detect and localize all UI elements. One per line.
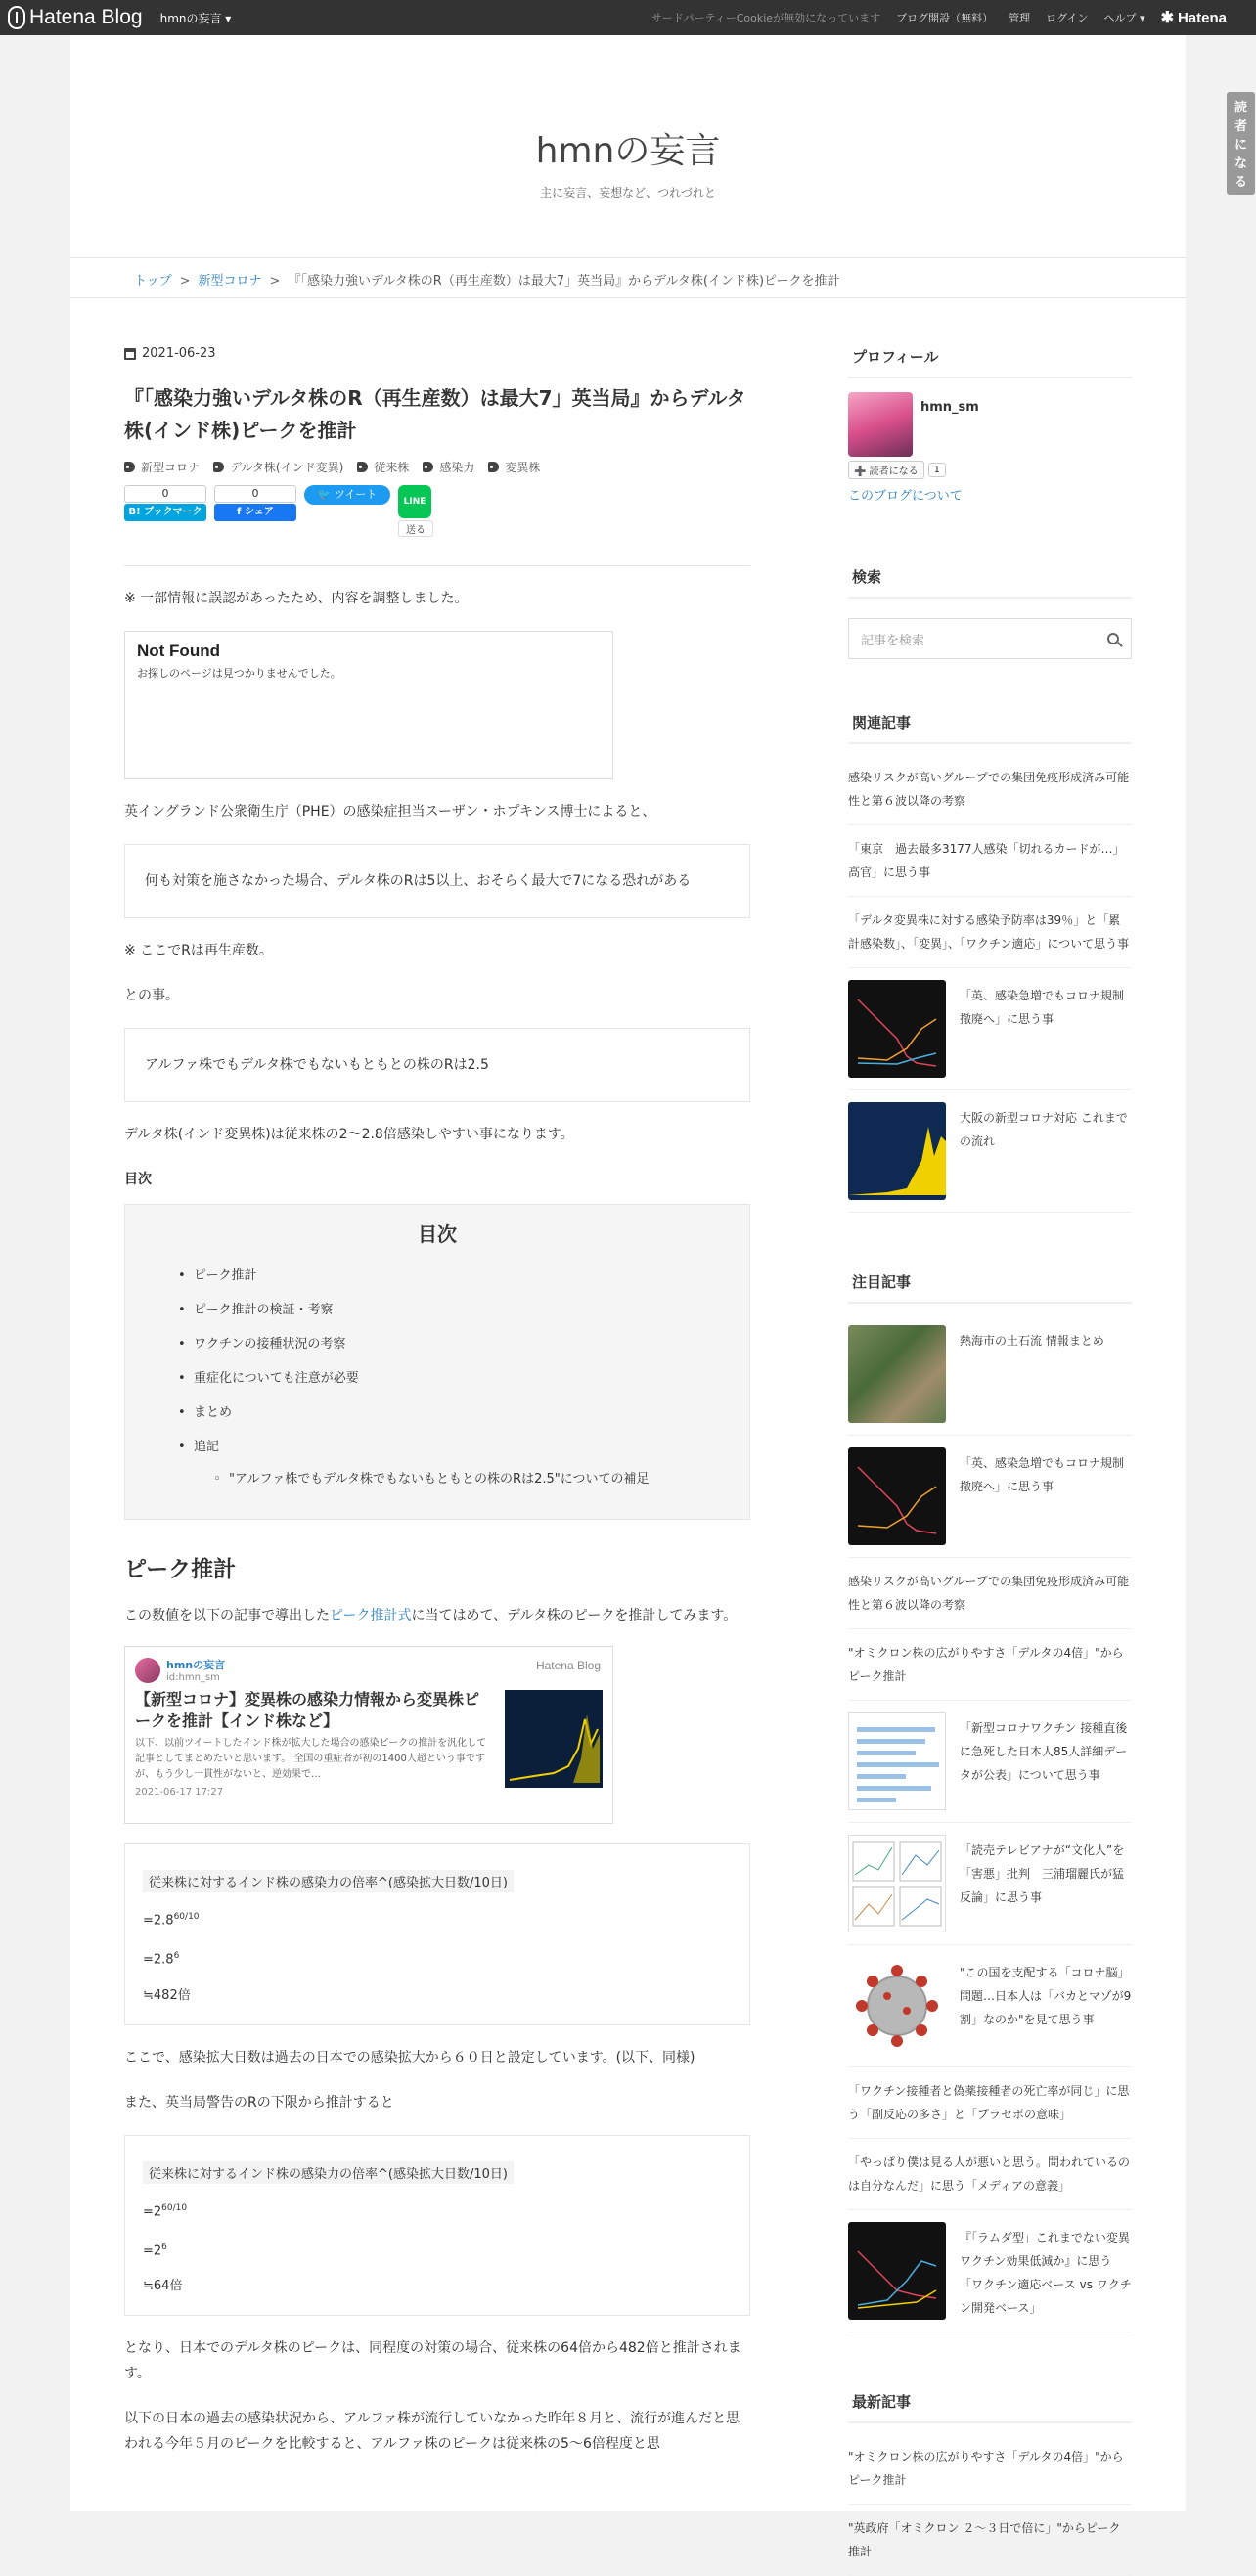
featured-thumbnail (848, 1712, 946, 1810)
breadcrumb (134, 270, 840, 289)
blog-container (70, 35, 1248, 2558)
featured-thumbnail (848, 1835, 946, 1932)
featured-item-text: 「読売テレビアナが“文化人”を「害悪」批判 三浦瑠麗氏が猛反論」に思う事 (960, 1843, 1125, 1904)
featured-item[interactable] (848, 1701, 1132, 1823)
category-tag[interactable] (213, 459, 343, 475)
card-title[interactable]: 【新型コロナ】変異株の感染力情報から変異株ピークを推計【インド株など】 (135, 1690, 480, 1730)
profile (848, 392, 1132, 457)
featured-thumbnail (848, 2222, 946, 2320)
formula-exponent: 60/10 (161, 2202, 188, 2213)
search-placeholder: 記事を検索 (861, 633, 925, 648)
featured-item[interactable]: 「やっぱり僕は見る人が悪いと思う。問われているのは自分なんだ」に思う「メディアの意義」 (848, 2139, 1132, 2210)
profile-subscribe-button[interactable]: ➕ 読者になる (848, 461, 924, 479)
toc-item[interactable]: • 追記 (164, 1430, 710, 1464)
featured-item-text: "この国を支配する「コロナ脳」問題…日本人は「バカとマゾが9割」なのか"を見て思う事 (960, 1966, 1132, 2026)
category-tag[interactable] (488, 459, 540, 475)
hatena-bookmark-button[interactable] (124, 485, 206, 521)
featured-item-text: 「英、感染急増でもコロナ規制撤廃へ」に思う事 (960, 1456, 1125, 1493)
social-buttons (124, 485, 750, 542)
card-date: 2021-06-17 17:27 (135, 1787, 224, 1798)
toc-item[interactable]: • ピーク推計の検証・考察 (164, 1293, 710, 1327)
profile-subscribe (848, 461, 1132, 479)
blog-menu[interactable]: hmnの妄言 ▾ (159, 11, 232, 25)
paragraph: ここで、感染拡大日数は過去の日本での感染拡大から６０日と設定しています。(以下、同様) (124, 2049, 695, 2065)
card-thumbnail (505, 1690, 603, 1788)
latest-list (848, 2433, 1132, 2576)
breadcrumb-sep: > (269, 274, 281, 289)
article (124, 346, 750, 2457)
global-header (0, 0, 1256, 35)
share-count: 0 (214, 485, 296, 503)
line-share-button[interactable] (398, 485, 433, 537)
featured-list (848, 1313, 1142, 2332)
text: に当てはめて、デルタ株のピークを推計してみます。 (411, 1608, 738, 1623)
paragraph: ※ ここでRは再生産数。 (124, 943, 273, 958)
formula-base: =2 (143, 2243, 162, 2259)
profile-avatar[interactable] (848, 392, 913, 457)
sidebar (848, 346, 1142, 2576)
paragraph: デルタ株(インド変異株)は従来株の2～2.8倍感染しやすい事になります。 (124, 1127, 574, 1142)
category-tag[interactable] (423, 459, 474, 475)
breadcrumb-top-link[interactable]: トップ (134, 274, 172, 289)
hatena-star-icon: ✱ (1160, 10, 1174, 26)
formula-base: =2.8 (143, 1952, 174, 1968)
tag-icon (213, 462, 224, 472)
related-item[interactable] (848, 968, 1132, 1090)
featured-item[interactable] (848, 1313, 1132, 1436)
featured-item[interactable] (848, 2210, 1142, 2332)
embedded-card-not-found[interactable] (124, 631, 613, 779)
cookie-notice[interactable]: サードパーティーCookieが無効になっています (650, 12, 881, 24)
subscriber-count[interactable]: 1 (928, 463, 946, 477)
related-item[interactable]: 「デルタ変異株に対する感染予防率は39％」と「累計感染数」、「変異」、「ワクチン適応」について思う事 (848, 897, 1132, 968)
tag-icon (423, 462, 433, 472)
text: この数値を以下の記事で導出した (124, 1608, 330, 1623)
related-title: 関連記事 (848, 712, 1132, 744)
formula-line (143, 2237, 732, 2262)
blockquote: 何も対策を施さなかった場合、デルタ株のRは5以上、おそらく最大で7になる恐れがある (124, 844, 750, 918)
featured-item[interactable] (848, 1823, 1132, 1945)
hatena-menu[interactable] (1161, 8, 1242, 27)
paragraph: また、英当局警告のRの下限から推計すると (124, 2094, 394, 2110)
formula-exponent: 6 (173, 1951, 180, 1962)
featured-item[interactable] (848, 1945, 1132, 2067)
category-label: 新型コロナ (141, 461, 201, 474)
embedded-blog-card[interactable] (124, 1646, 613, 1824)
entry-categories (124, 459, 750, 475)
category-label: 感染力 (439, 461, 475, 474)
divider (70, 297, 1186, 298)
formula-exponent: 60/10 (173, 1912, 200, 1922)
paragraph: となり、日本でのデルタ株のピークは、同程度の対策の場合、従来株の64倍から482倍と推計されます。 (124, 2340, 741, 2382)
featured-item[interactable]: 「ワクチン接種者と偽薬接種者の死亡率が同じ」に思う「副反応の多さ」と「プラセボの意味」 (848, 2067, 1132, 2139)
related-item-text: 「英、感染急増でもコロナ規制撤廃へ」に思う事 (960, 989, 1125, 1026)
calendar-icon (124, 348, 136, 360)
formula-block (124, 1843, 750, 2025)
tag-icon (357, 462, 368, 472)
featured-item-text: 『「ラムダ型」これまでない変異 ワクチン効果低減か』に思う「ワクチン適応ベース vs ワクチン開発ベース」 (960, 2231, 1142, 2315)
search-icon[interactable] (1107, 633, 1119, 644)
search-input[interactable] (848, 618, 1132, 659)
featured-thumbnail (848, 1447, 946, 1545)
related-item[interactable]: 感染リスクが高いグループでの集団免疫形成済み可能性と第６波以降の考察 (848, 754, 1132, 825)
featured-item-text: 「新型コロナワクチン 接種直後に急死した日本人85人詳細データが公表」について思う事 (960, 1721, 1128, 1782)
breadcrumb-category-link[interactable]: 新型コロナ (198, 274, 262, 289)
hatena-pen-icon (8, 6, 25, 29)
avatar (135, 1658, 160, 1683)
embed-desc: お探しのページは見つかりませんでした。 (137, 667, 341, 680)
paragraph: 以下の日本の過去の感染状況から、アルファ株が流行していなかった昨年８月と、流行が進んだと思われる今年５月のピークを比較すると、アルファ株のピークは従来株の5～6倍程度と思 (124, 2411, 740, 2453)
category-label: 従来株 (374, 461, 410, 474)
card-thumbnail-graph (505, 1690, 603, 1788)
card-blog-name[interactable]: hmnの妄言 (166, 1659, 226, 1671)
breadcrumb-current: 『「感染力強いデルタ株のR（再生産数）は最大7」英当局』からデルタ株(インド株)ピークを推計 (288, 274, 840, 289)
bookmark-label: B! ブックマーク (124, 504, 206, 521)
divider (70, 257, 1186, 258)
formula-line (143, 1945, 732, 1971)
related-list (848, 754, 1132, 1213)
featured-title: 注目記事 (848, 1271, 1132, 1304)
line-send-label: 送る (398, 520, 433, 537)
peak-formula-link[interactable]: ピーク推計式 (330, 1608, 412, 1623)
help-menu[interactable]: ヘルプ ▾ (1103, 12, 1145, 24)
formula-base: =2 (143, 2203, 162, 2219)
related-item-text: 大阪の新型コロナ対応 これまでの流れ (960, 1111, 1128, 1148)
tweet-button[interactable] (304, 485, 390, 505)
related-thumbnail (848, 1102, 946, 1200)
featured-item[interactable] (848, 1436, 1132, 1558)
bookmark-count: 0 (124, 485, 206, 503)
card-author (135, 1657, 603, 1683)
formula-result: ≒482倍 (143, 1987, 191, 2003)
toc-subitem[interactable]: ◦ "アルファ株でもデルタ株でもないもともとの株のRは2.5"についての補足 (164, 1464, 710, 1495)
formula-line (143, 2198, 732, 2223)
login-link[interactable]: ログイン (1046, 12, 1089, 24)
divider (124, 565, 750, 566)
toc-item[interactable]: • ピーク推計 (164, 1259, 710, 1293)
blog-title[interactable]: hmnの妄言 (535, 131, 721, 171)
formula-line (143, 1906, 732, 1932)
featured-item-text: 熱海市の土石流 情報まとめ (960, 1334, 1104, 1348)
profile-title: プロフィール (848, 346, 1132, 378)
section-heading: ピーク推計 (124, 1557, 237, 1582)
embed-title: Not Found (137, 642, 220, 660)
bird-icon: 🐦 (317, 488, 335, 501)
paragraph (124, 1603, 750, 1628)
header-nav (651, 8, 1256, 27)
featured-item[interactable]: "オミクロン株の広がりやすさ「デルタの4倍」"からピーク推計 (848, 1629, 1132, 1701)
entry-date[interactable] (124, 346, 750, 361)
featured-thumbnail (848, 1325, 946, 1423)
category-label: 変異株 (505, 461, 541, 474)
category-tag[interactable] (357, 459, 409, 475)
paragraph: 英イングランド公衆衛生庁（PHE）の感染症担当スーザン・ホプキンス博士によると、 (124, 804, 656, 820)
formula-code: 従来株に対するインド株の感染力の倍率^(感染拡大日数/10日) (143, 2161, 514, 2184)
start-blog-link[interactable]: ブログ開設（無料） (896, 12, 994, 24)
latest-item[interactable]: "英政府「オミクロン ２～３日で倍に」"からピーク推計 (848, 2505, 1132, 2576)
blockquote: アルファ株でもデルタ株でもないもともとの株のRは2.5 (124, 1028, 750, 1102)
blog-description: 主に妄言、妄想など、つれづれと (540, 186, 716, 200)
toc-title: 目次 (418, 1222, 457, 1246)
paragraph: との事。 (124, 988, 179, 1003)
related-item[interactable] (848, 1090, 1132, 1213)
virus-thumbnail (848, 1957, 946, 2055)
about-link-text[interactable]: このブログについて (848, 489, 963, 504)
profile-name[interactable]: hmn_sm (920, 400, 979, 415)
paragraph-note: ※ 一部情報に誤認があったため、内容を調整しました。 (124, 591, 469, 606)
card-excerpt: 以下、以前ツイートしたインド株が拡大した場合の感染ピークの推計を汎化して記事としてまとめたいと思います。 全国の重症者が初の1400人超という事ですが、もう少し一貫性がないと、逆効果で… (135, 1738, 487, 1780)
table-of-contents (124, 1204, 750, 1520)
entry-date-text: 2021-06-23 (142, 346, 216, 361)
category-tag[interactable] (124, 459, 200, 475)
hatena-label: Hatena (1177, 9, 1227, 26)
related-thumbnail (848, 980, 946, 1078)
line-icon: LINE (398, 485, 431, 518)
share-label: f シェア (214, 504, 296, 521)
toc-item[interactable]: • まとめ (164, 1396, 710, 1430)
about-blog-link[interactable] (848, 485, 1132, 504)
formula-exponent: 6 (161, 2242, 167, 2252)
breadcrumb-sep: > (179, 274, 191, 289)
latest-title: 最新記事 (848, 2391, 1132, 2423)
card-author-id: id:hmn_sm (166, 1672, 220, 1683)
related-item[interactable]: 「東京 過去最多3177人感染「切れるカードが…」高官」に思う事 (848, 825, 1132, 897)
hatena-blog-logo[interactable] (8, 6, 143, 29)
tag-icon (488, 462, 499, 472)
tag-icon (124, 462, 135, 472)
latest-item[interactable]: "オミクロン株の広がりやすさ「デルタの4倍」"からピーク推計 (848, 2433, 1132, 2505)
tweet-label: ツイート (334, 488, 378, 501)
category-label: デルタ株(インド変異) (230, 461, 344, 474)
formula-block (124, 2135, 750, 2317)
card-brand: Hatena Blog (535, 1659, 601, 1672)
toc-item[interactable]: • ワクチンの接種状況の考察 (164, 1327, 710, 1361)
logo-text: Hatena Blog (29, 6, 143, 28)
admin-link[interactable]: 管理 (1009, 12, 1031, 24)
facebook-share-button[interactable] (214, 485, 296, 521)
subscribe-button[interactable]: 読者になる (1227, 92, 1255, 195)
toc-heading: 目次 (124, 1172, 152, 1187)
toc-item[interactable]: • 重症化についても注意が必要 (164, 1361, 710, 1396)
formula-result: ≒64倍 (143, 2279, 183, 2294)
formula-code: 従来株に対するインド株の感染力の倍率^(感染拡大日数/10日) (143, 1870, 514, 1892)
entry-title[interactable]: 『「感染力強いデルタ株のR（再生産数）は最大7」英当局』からデルタ株(インド株)ピークを推計 (124, 386, 746, 442)
formula-base: =2.8 (143, 1913, 174, 1929)
featured-item[interactable]: 感染リスクが高いグループでの集団免疫形成済み可能性と第６波以降の考察 (848, 1558, 1132, 1629)
search-title: 検索 (848, 566, 1132, 599)
